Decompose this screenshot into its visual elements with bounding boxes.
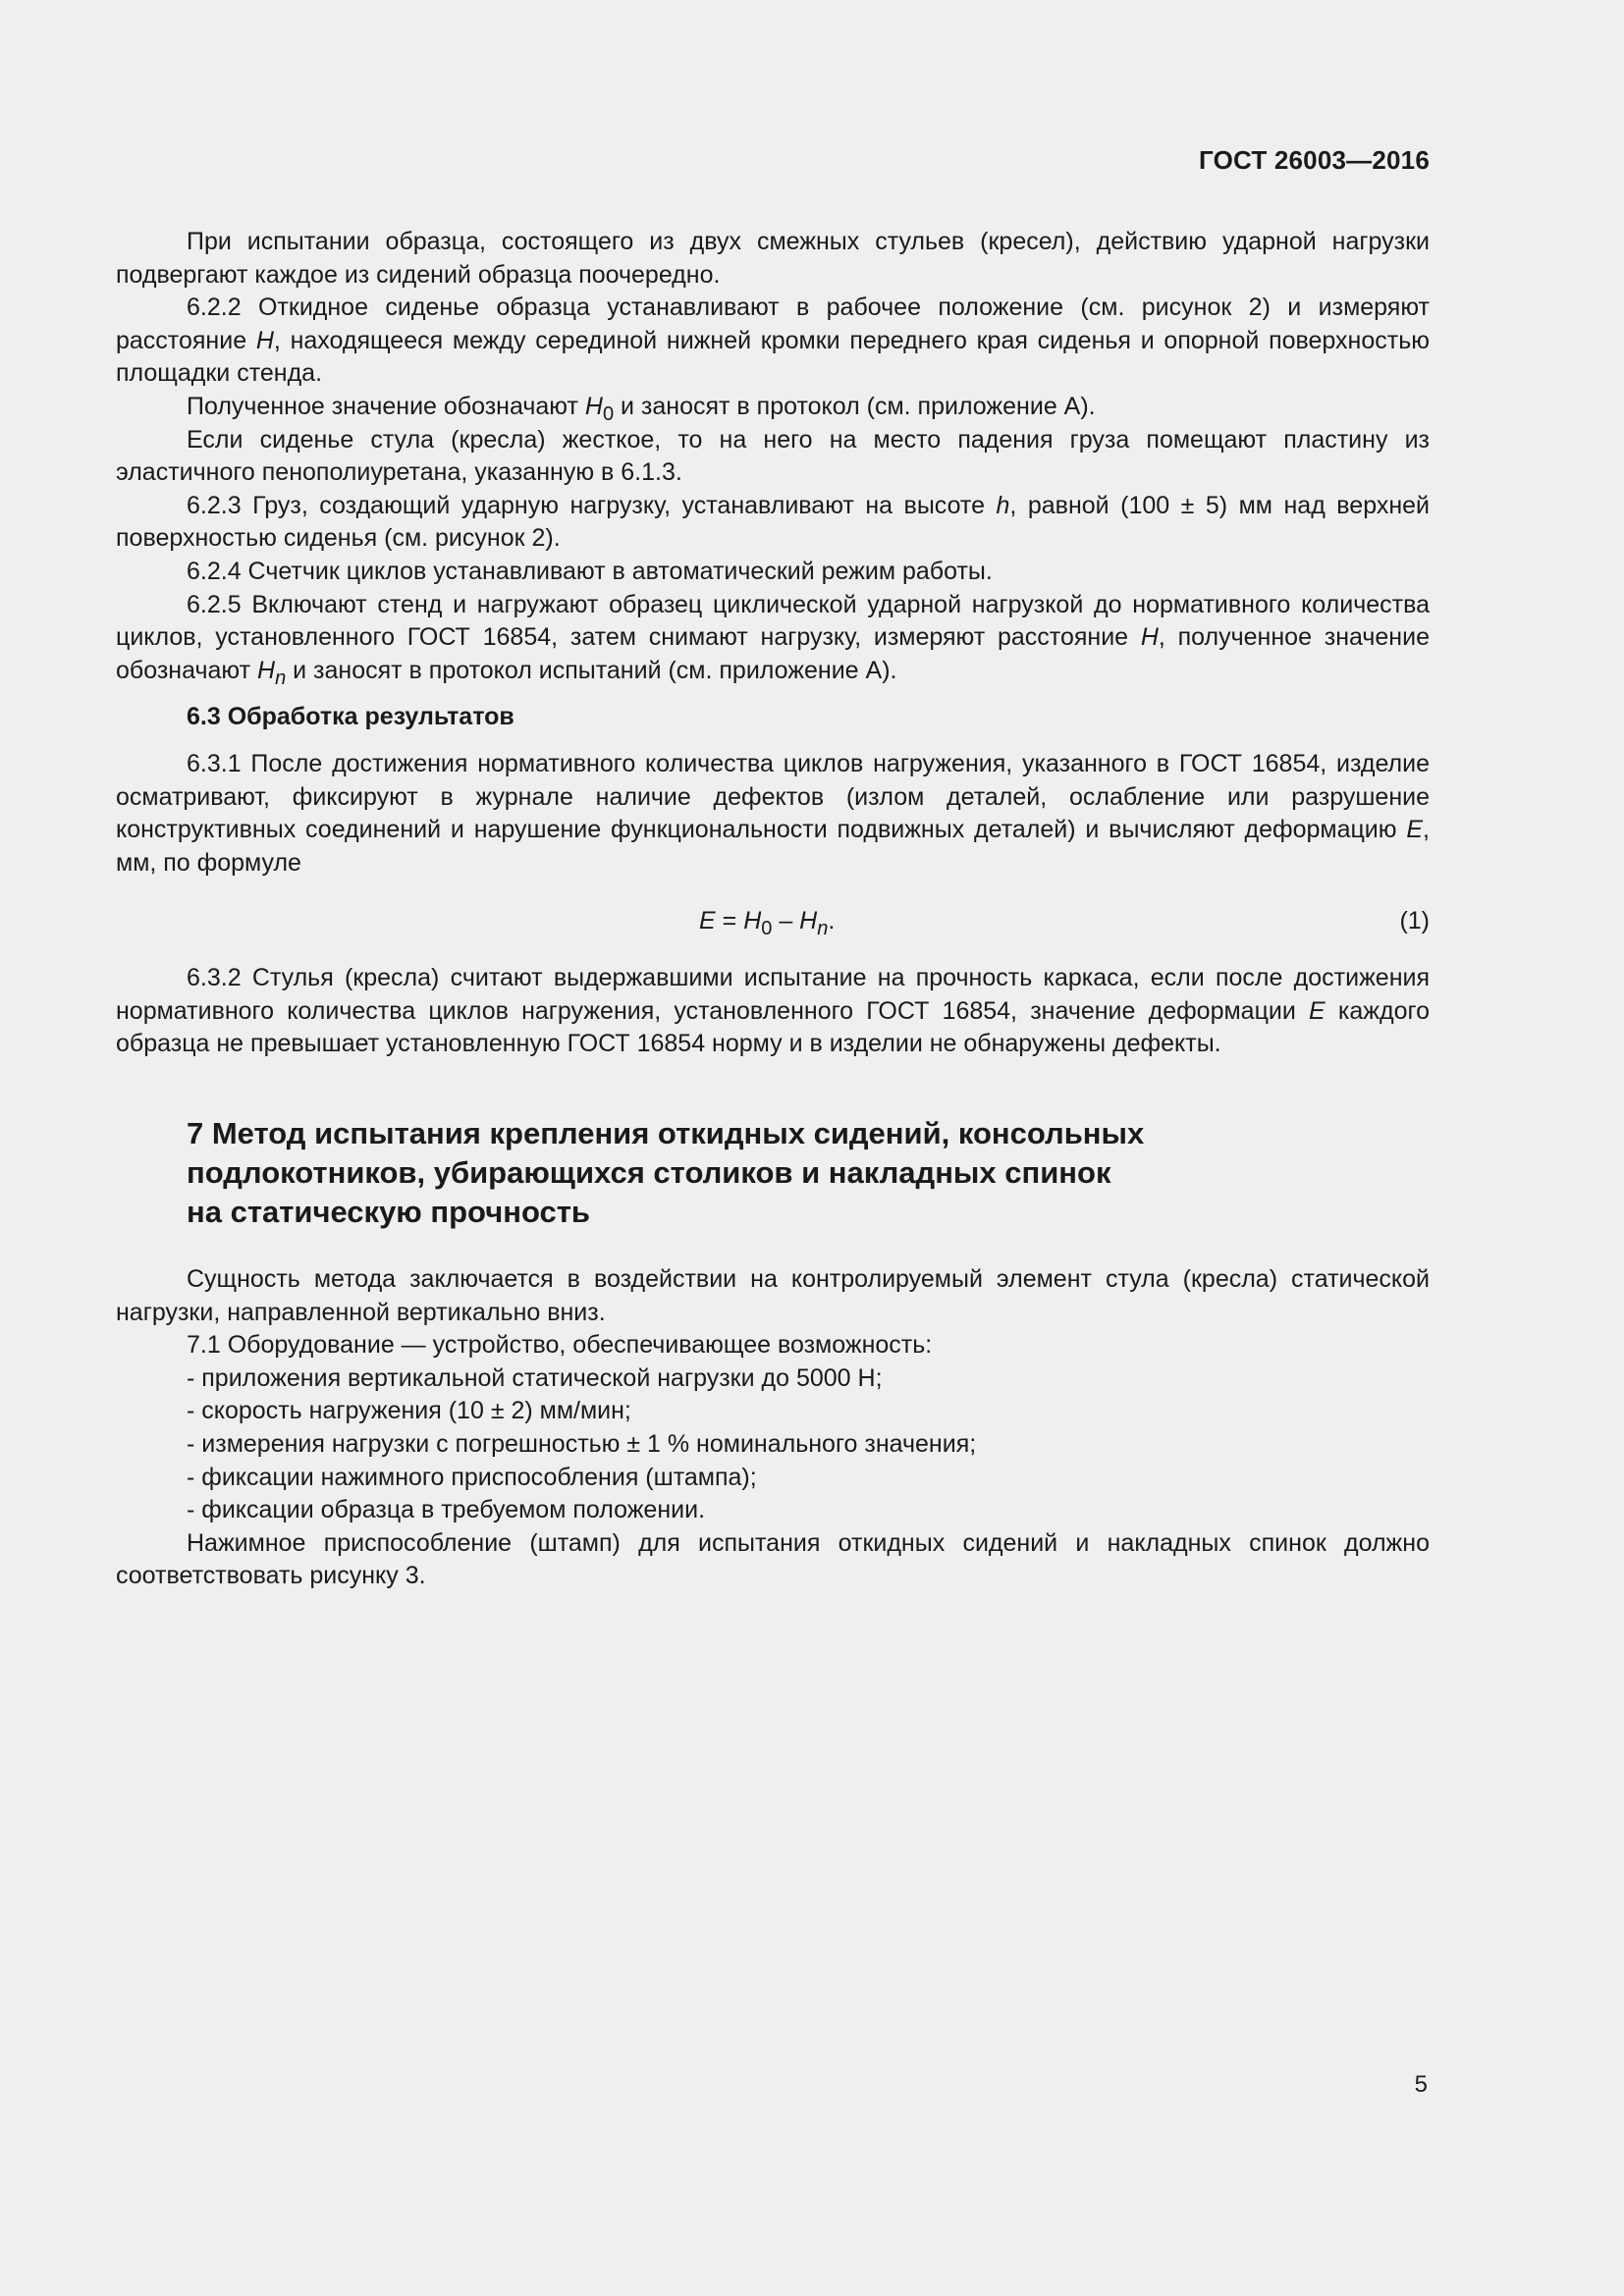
paragraph-6-3-2: 6.3.2 Стулья (кресла) считают выдержавшими испытание на прочность каркаса, если после достижения нормативного количества циклов нагружения, установленного ГОСТ 16854, значение деформации E каждого образца не превышает установленную ГОСТ 16854 норму и в изделии не обнаружены дефекты.: [116, 964, 1430, 1058]
paragraph-h0: Полученное значение обозначают $H_0$ и заносят в протокол (см. приложение А).: [187, 392, 1096, 425]
formula-number: (1): [1399, 907, 1430, 935]
list-item: - скорость нагружения (10 ± 2) мм/мин;: [187, 1397, 631, 1425]
page-number: 5: [1414, 2071, 1428, 2098]
list-item: - фиксации нажимного приспособления (штампа);: [187, 1463, 757, 1491]
paragraph-stamp: Нажимное приспособление (штамп) для испытания откидных сидений и накладных спинок должно соответствовать рисунку 3.: [116, 1528, 1430, 1590]
section-heading-7: 7 Метод испытания крепления откидных сидений, консольных подлокотников, убирающихся столиков и накладных спинок на статическую прочность: [187, 1116, 1145, 1230]
paragraph-6-3-1: 6.3.1 После достижения нормативного количества циклов нагружения, указанного в ГОСТ 16854, изделие осматривают, фиксируют в журнале наличие дефектов (излом деталей, ослабление или разрушение конструктивных соединений и нарушение функциональности подвижных деталей) и вычисляют деформацию E, мм, по формуле: [116, 749, 1430, 877]
paragraph-6-2-4: 6.2.4 Счетчик циклов устанавливают в автоматический режим работы.: [187, 557, 993, 585]
formula-1: $E = H_0 - H_n$.: [699, 907, 836, 940]
document-header: ГОСТ 26003—2016: [1199, 145, 1430, 175]
paragraph-6-2-5: 6.2.5 Включают стенд и нагружают образец циклической ударной нагрузкой до нормативного количества циклов, установленного ГОСТ 16854, затем снимают нагрузку, измеряют расстояние H, полученное значение обозначают $H_n$ и заносят в протокол испытаний (см. приложение А).: [116, 590, 1430, 689]
paragraph-foam-plate: Если сиденье стула (кресла) жесткое, то на него на место падения груза помещают пластину из эластичного пенополиуретана, указанную в 6.1.3.: [116, 425, 1430, 487]
list-item: - фиксации образца в требуемом положении.: [187, 1496, 706, 1524]
paragraph-6-2-3: 6.2.3 Груз, создающий ударную нагрузку, устанавливают на высоте h, равной (100 ± 5) мм над верхней поверхностью сиденья (см. рисунок 2).: [116, 491, 1430, 553]
list-item: - приложения вертикальной статической нагрузки до 5000 Н;: [187, 1363, 883, 1392]
list-item: - измерения нагрузки с погрешностью ± 1 % номинального значения;: [187, 1430, 977, 1459]
document-body: [116, 226, 1430, 1593]
paragraph-paired-chairs: При испытании образца, состоящего из двух смежных стульев (кресел), действию ударной нагрузки подвергают каждое из сидений образца поочередно.: [116, 228, 1430, 289]
paragraph-7-intro: Сущность метода заключается в воздействии на контролируемый элемент стула (кресла) статической нагрузки, направленной вертикально вниз.: [116, 1265, 1430, 1326]
subsection-heading-6-3: 6.3 Обработка результатов: [187, 703, 514, 731]
formula-row: [116, 905, 1430, 938]
paragraph-7-1: 7.1 Оборудование — устройство, обеспечивающее возможность:: [187, 1331, 933, 1360]
paragraph-6-2-2: 6.2.2 Откидное сиденье образца устанавливают в рабочее положение (см. рисунок 2) и измеряют расстояние H, находящееся между серединой нижней кромки переднего края сиденья и опорной поверхностью площадки стенда.: [116, 294, 1430, 388]
